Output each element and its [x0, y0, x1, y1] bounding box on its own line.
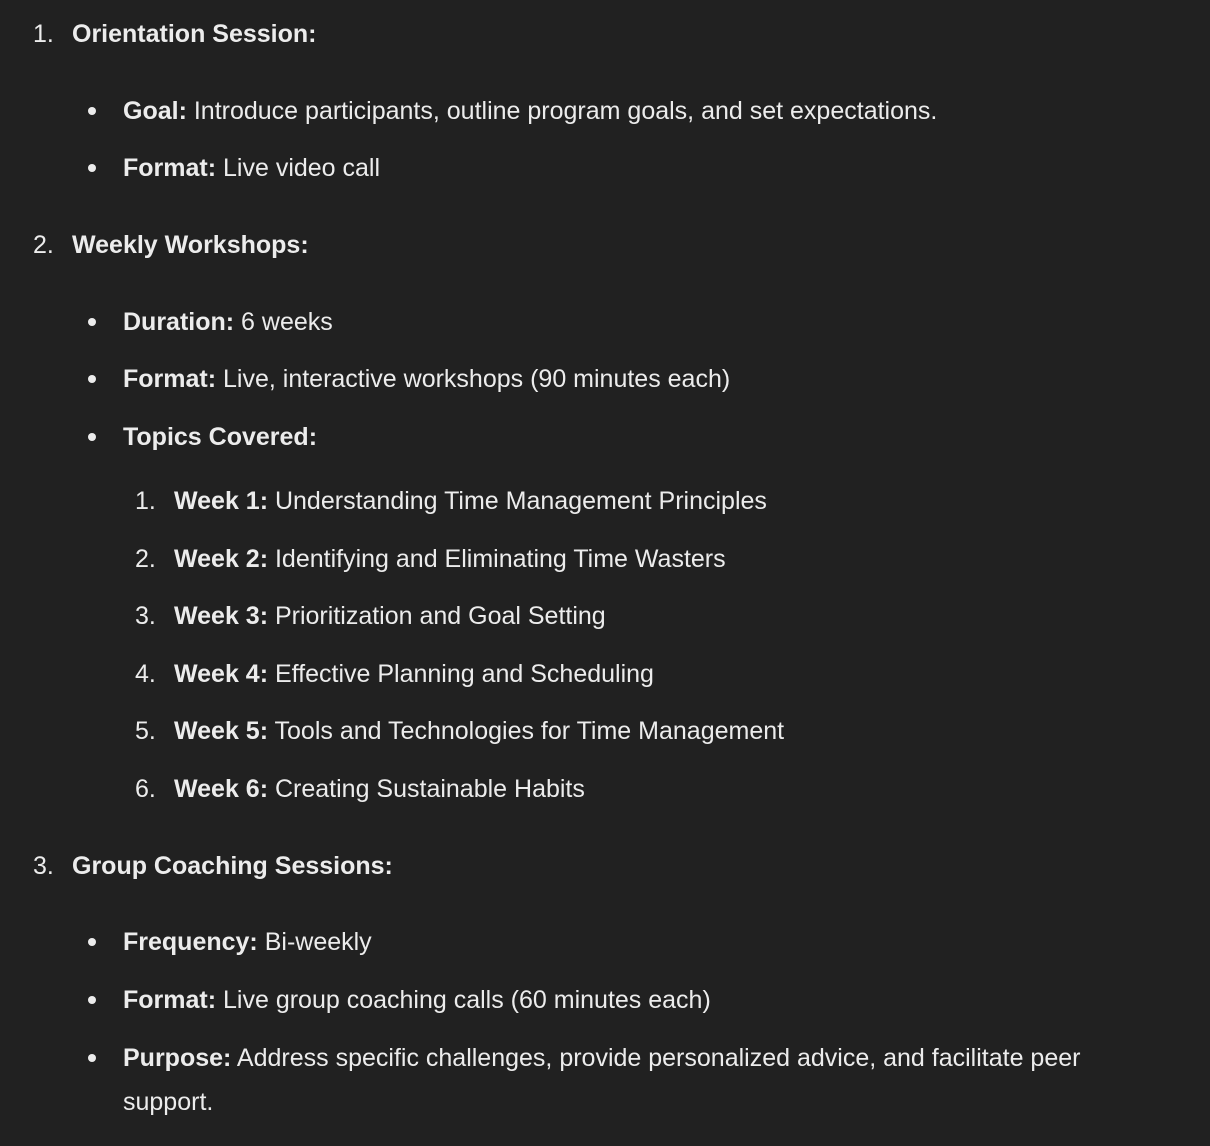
section-title: Weekly Workshops: — [72, 231, 309, 259]
list-item — [0, 415, 1210, 459]
topic-text: Effective Planning and Scheduling — [268, 660, 654, 688]
topic-item — [0, 652, 1210, 696]
topic-label: Week 1: — [174, 487, 269, 515]
item-label: Frequency: — [123, 928, 258, 956]
topic-item — [0, 767, 1210, 811]
list-item — [0, 357, 1210, 401]
topic-item — [0, 537, 1210, 581]
item-text: Introduce participants, outline program goals, and set expectations. — [186, 97, 938, 125]
section-number: 3. — [33, 852, 54, 880]
item-label: Goal: — [123, 97, 187, 125]
topic-item — [0, 709, 1210, 753]
topic-text: Identifying and Eliminating Time Wasters — [268, 545, 726, 573]
topic-label: Week 2: — [174, 545, 269, 573]
topic-label: Week 5: — [174, 717, 269, 745]
item-text: Bi-weekly — [257, 928, 372, 956]
item-label: Format: — [123, 154, 217, 182]
topic-text: Understanding Time Management Principles — [268, 487, 767, 515]
list-item — [0, 300, 1210, 344]
item-label: Duration: — [123, 308, 235, 336]
item-label: Purpose: — [123, 1044, 232, 1072]
section-heading — [0, 844, 1210, 888]
topic-label: Week 4: — [174, 660, 269, 688]
item-label: Format: — [123, 986, 217, 1014]
item-label: Topics Covered: — [123, 423, 318, 451]
topic-text: Creating Sustainable Habits — [268, 775, 585, 803]
section-heading — [0, 223, 1210, 267]
topic-number: 5. — [135, 717, 156, 745]
list-item — [0, 146, 1210, 190]
topic-label: Week 6: — [174, 775, 269, 803]
item-text: Live, interactive workshops (90 minutes each) — [216, 365, 731, 393]
topic-number: 6. — [135, 775, 156, 803]
topic-number: 4. — [135, 660, 156, 688]
topic-item — [0, 594, 1210, 638]
topic-text: Tools and Technologies for Time Management — [268, 717, 785, 745]
topic-number: 3. — [135, 602, 156, 630]
section-title: Group Coaching Sessions: — [72, 852, 393, 880]
section-number: 1. — [33, 20, 54, 48]
topic-number: 1. — [135, 487, 156, 515]
section-number: 2. — [33, 231, 54, 259]
list-item — [0, 920, 1210, 964]
item-text: 6 weeks — [234, 308, 333, 336]
topic-number: 2. — [135, 545, 156, 573]
section-title: Orientation Session: — [72, 20, 317, 48]
topic-label: Week 3: — [174, 602, 269, 630]
topic-item — [0, 479, 1210, 523]
topic-text: Prioritization and Goal Setting — [268, 602, 606, 630]
section-heading — [0, 12, 1210, 56]
item-text: Address specific challenges, provide personalized advice, and facilitate peer support. — [123, 1044, 1081, 1116]
list-item — [0, 978, 1210, 1022]
item-text: Live video call — [216, 154, 381, 182]
item-label: Format: — [123, 365, 217, 393]
list-item — [0, 89, 1210, 133]
item-text: Live group coaching calls (60 minutes each) — [216, 986, 711, 1014]
list-item — [0, 1036, 1210, 1124]
